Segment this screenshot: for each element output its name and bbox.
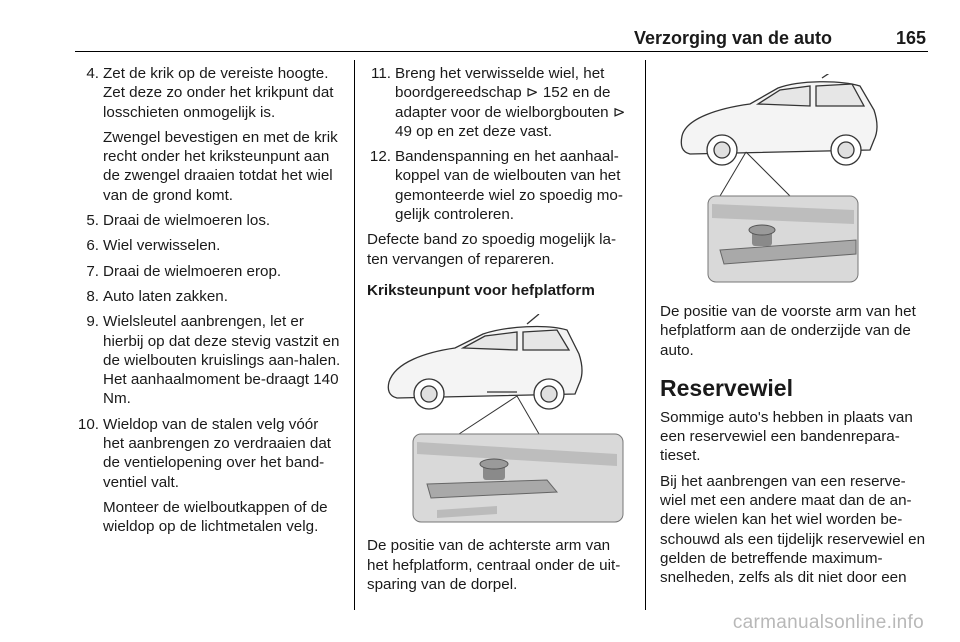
step-number: 11. [371, 65, 391, 82]
step-text: Draai de wielmoeren los. [103, 212, 271, 230]
step-subtext: Monteer de wielboutkappen of de wieldop op de lichtmetalen velg. [103, 498, 328, 536]
section-title-spare-wheel: Reservewiel [660, 374, 793, 401]
column-divider-right [645, 60, 646, 610]
chapter-title: Verzorging van de auto [633, 28, 832, 48]
step-text: Wieldop van de stalen velg vóór het aanbrengen zo verdraaien dat de ventielopening over het band-ventiel valt. [103, 415, 331, 491]
column-2 [367, 64, 635, 600]
front-lift-point-illustration [660, 74, 918, 284]
column-1 [75, 64, 343, 543]
page-reference-link[interactable]: 49 [395, 122, 412, 140]
step-11 [367, 64, 635, 141]
spare-wheel-intro: Sommige auto's hebben in plaats van een reservewiel een bandenrepara-tieset. [660, 408, 913, 465]
reference-arrow-icon: ⊳ [612, 103, 626, 121]
step-8 [75, 287, 343, 306]
step-text: Wielsleutel aanbrengen, let er hierbij op dat deze stevig vastzit en de wielbouten kruislings aan-halen. Het aanhaalmoment be-draagt 140 Nm. [103, 313, 341, 408]
column-3 [660, 64, 928, 594]
step-text: Zet de krik op de vereiste hoogte. Zet deze zo onder het krikpunt dat losschieten onmogelijk is. [103, 65, 334, 121]
step-number: 6. [86, 237, 99, 255]
column-divider-left [354, 60, 355, 610]
step-number: 10. [77, 415, 99, 433]
step-number: 5. [86, 212, 99, 230]
step-text: Draai de wielmoeren erop. [103, 262, 282, 280]
watermark: carmanualsonline.info [732, 612, 924, 633]
page-number: 165 [895, 28, 926, 48]
rear-lift-point-caption: De positie van de achterste arm van het hefplatform, centraal onder de uit-sparing van de dorpel. [367, 537, 621, 593]
page-reference-link[interactable]: 152 [542, 84, 569, 102]
spare-wheel-paragraph: Bij het aanbrengen van een reserve-wiel met een andere maat dan de an-dere wielen kan het wiel worden be-schouwd als een tijdelijk reservewiel en gelden de betreffende maximum-snelheden, zelfs als dit niet door een [660, 472, 926, 587]
step-4 [75, 64, 343, 205]
rear-lift-point-illustration [367, 314, 625, 524]
step-number: 9. [86, 313, 99, 331]
step-6 [75, 236, 343, 255]
step-number: 4. [86, 65, 99, 82]
reference-arrow-icon: ⊳ [525, 84, 539, 102]
step-5 [75, 211, 343, 230]
step-7 [75, 262, 343, 281]
subheading-lift-point: Kriksteunpunt voor hefplatform [367, 281, 595, 299]
step-number: 8. [86, 287, 99, 305]
step-number: 7. [86, 262, 99, 280]
front-lift-point-caption: De positie van de voorste arm van het hefplatform aan de onderzijde van de auto. [660, 303, 916, 359]
step-text: Wiel verwisselen. [103, 237, 221, 255]
defect-tire-note: Defecte band zo spoedig mogelijk la-ten vervangen of repareren. [367, 231, 617, 268]
step-number: 12. [369, 148, 391, 166]
step-10 [75, 415, 343, 537]
page-header [75, 24, 928, 52]
step-9 [75, 312, 343, 408]
step-text: Auto laten zakken. [103, 287, 228, 305]
step-text: Breng het verwisselde wiel, het boordgereedschap ⊳ 152 en de adapter voor de wielborgbouten ⊳ 49 op en zet deze vast. [395, 65, 626, 140]
step-subtext: Zwengel bevestigen en met de krik recht onder het kriksteunpunt aan de zwengel draaien totdat het wiel van de grond komt. [103, 128, 338, 204]
step-12 [367, 147, 635, 224]
step-text: Bandenspanning en het aanhaal-koppel van de wielbouten van het gemonteerde wiel zo spoedig mo-gelijk controleren. [395, 148, 623, 224]
